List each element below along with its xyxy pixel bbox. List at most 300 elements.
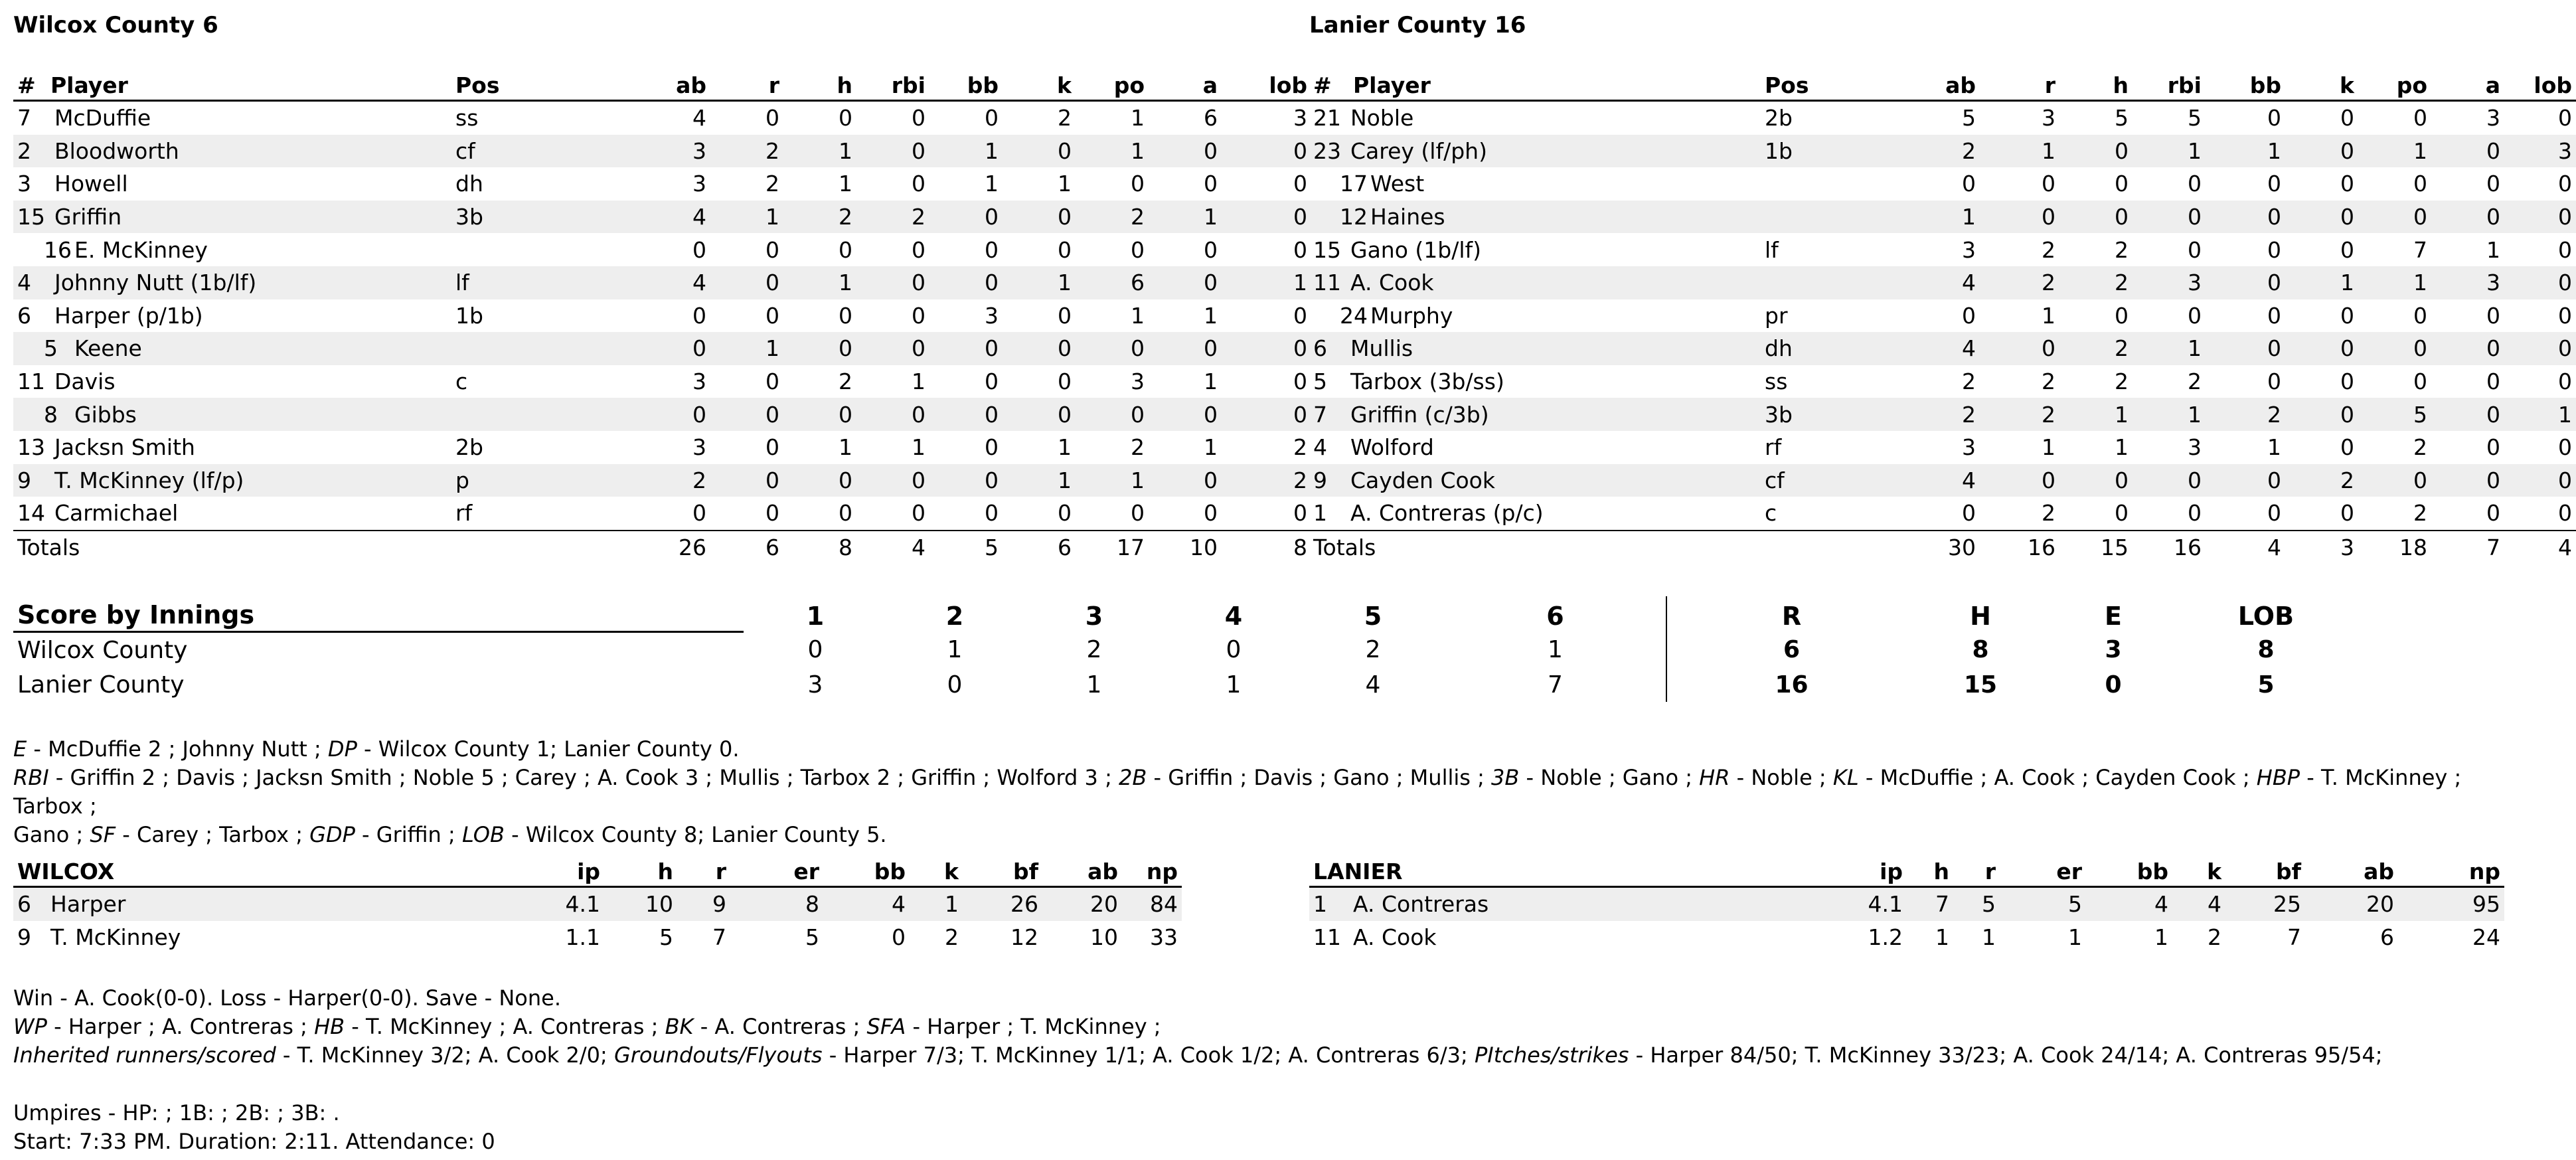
notes-line-1	[13, 735, 2536, 764]
stat-rbi: 0	[2188, 171, 2202, 197]
pitching-team-title: LANIER	[1309, 851, 1854, 887]
inning-header-2: 2	[945, 601, 964, 631]
stat-bb: 0	[929, 332, 1003, 365]
stat-ab: 3	[1962, 236, 1976, 263]
player-row	[13, 233, 1311, 266]
hb-label: HB	[314, 1014, 345, 1039]
stat-bb: 0	[2267, 236, 2281, 263]
stat-ab: 4	[544, 266, 710, 299]
stat-h: 0	[2059, 201, 2133, 234]
player-name: Howell	[54, 171, 128, 197]
stat-h: 0	[783, 332, 856, 365]
pitching-stat-bf: 7	[2287, 924, 2302, 950]
pitching-stat-h: 5	[659, 924, 673, 950]
linescore-team-row	[13, 667, 2350, 702]
player-name: Harper (p/1b)	[54, 302, 203, 329]
pitching-stat-np: 24	[2472, 924, 2501, 950]
stat-a: 0	[1149, 135, 1222, 168]
stat-rbi: 0	[912, 302, 926, 329]
stat-po: 1	[1131, 105, 1145, 131]
sf-label: SF	[90, 822, 116, 847]
inning-header-4: 4	[1224, 601, 1243, 631]
pitching-header-h: h	[604, 851, 677, 887]
stat-h: 0	[839, 105, 852, 131]
player-cell	[13, 431, 451, 464]
stat-k: 0	[2340, 236, 2354, 263]
player-row	[13, 431, 1311, 464]
away-totals-row	[13, 531, 1311, 564]
stat-a: 1	[1149, 201, 1222, 234]
stat-bb: 0	[929, 266, 1003, 299]
player-position: dh	[1761, 332, 1860, 365]
player-cell	[1309, 167, 1761, 201]
stat-h: 0	[2115, 500, 2129, 527]
stat-bb: 2	[2206, 398, 2285, 431]
player-row	[1309, 233, 2576, 266]
stat-ab: 4	[1860, 464, 1980, 497]
player-number: 4	[1313, 434, 1327, 461]
stat-h: 1	[2115, 434, 2129, 461]
inning-header-6: 6	[1546, 601, 1564, 631]
team-total-e: 0	[2105, 671, 2122, 699]
player-cell	[1309, 299, 1761, 333]
stat-lob: 0	[2504, 266, 2576, 299]
hr-label: HR	[1699, 765, 1730, 790]
player-number: 11	[17, 369, 45, 395]
column-header-k: k	[2285, 65, 2358, 101]
player-position	[451, 332, 544, 365]
ps-label: PItches/strikes	[1474, 1042, 1629, 1068]
pitching-stat-k: 1	[910, 887, 963, 921]
player-row	[13, 201, 1311, 234]
player-cell	[13, 233, 451, 266]
player-row	[13, 299, 1311, 333]
stat-h: 0	[783, 398, 856, 431]
player-number: 6	[17, 302, 31, 329]
linescore-rows	[13, 632, 2350, 703]
stat-lob: 0	[2558, 500, 2572, 527]
stat-po: 0	[2358, 332, 2431, 365]
player-position: p	[451, 464, 544, 497]
inning-runs: 1	[1548, 635, 1563, 663]
stat-a: 0	[2486, 302, 2500, 329]
home-team-title	[1309, 12, 1526, 39]
player-number: 23	[1313, 137, 1341, 164]
pitcher-number: 9	[17, 924, 31, 950]
stat-h: 2	[839, 369, 852, 395]
stat-a: 0	[2431, 398, 2504, 431]
stat-rbi: 0	[856, 398, 929, 431]
e-text: - McDuffie 2 ; Johnny Nutt ;	[27, 736, 328, 762]
column-header-pos: Pos	[451, 65, 544, 101]
stat-lob: 3	[2504, 135, 2576, 168]
stat-po: 0	[2413, 171, 2427, 197]
stat-lob: 0	[2504, 201, 2576, 234]
stat-lob: 1	[1222, 266, 1311, 299]
team-total-r: 6	[1666, 632, 1912, 668]
stat-rbi: 1	[912, 434, 926, 461]
stat-rbi: 0	[2188, 236, 2202, 263]
player-row	[13, 135, 1311, 168]
column-header-po: po	[1076, 65, 1149, 101]
stat-ab: 0	[1962, 500, 1976, 527]
total-rbi: 16	[2133, 531, 2206, 564]
total-header-h: H	[1970, 601, 1991, 631]
stat-lob: 0	[1222, 135, 1311, 168]
stat-r: 1	[2042, 434, 2055, 461]
stat-h: 2	[2115, 236, 2129, 263]
player-cell	[1309, 431, 1761, 464]
stat-h: 1	[2059, 398, 2133, 431]
stat-k: 0	[1003, 332, 1076, 365]
inning-runs: 2	[1086, 635, 1102, 663]
stat-rbi: 3	[2188, 434, 2202, 461]
notes-line3-start: Gano ;	[13, 822, 90, 847]
stat-r: 2	[2042, 369, 2055, 395]
column-header-h: h	[783, 65, 856, 101]
pitching-stat-ab: 10	[1090, 924, 1118, 950]
player-cell	[1309, 266, 1761, 299]
stat-po: 2	[1131, 434, 1145, 461]
stat-rbi: 0	[856, 464, 929, 497]
stat-k: 1	[1003, 464, 1076, 497]
player-number: 7	[17, 105, 31, 131]
rbi-text: - Griffin 2 ; Davis ; Jacksn Smith ; Noble 5 ; Carey ; A. Cook 3 ; Mullis ; Tarbox 2 ; Griffin ; Wolford 3 ;	[48, 765, 1119, 790]
stat-ab: 0	[692, 236, 706, 263]
total-r: 16	[1980, 531, 2059, 564]
stat-a: 3	[2431, 266, 2504, 299]
away-pitching-rows	[13, 887, 1182, 954]
player-cell	[13, 497, 451, 531]
player-name: West	[1370, 171, 1425, 197]
stat-r: 0	[765, 236, 779, 263]
stat-k: 0	[2340, 105, 2354, 131]
stat-a: 0	[1149, 398, 1222, 431]
triples-label: 3B	[1491, 765, 1520, 790]
stat-r: 0	[765, 434, 779, 461]
home-pitching-header	[1309, 851, 2504, 887]
stat-bb: 1	[985, 171, 999, 197]
pitching-stat-np: 33	[1150, 924, 1178, 950]
pitching-stat-er: 5	[805, 924, 819, 950]
stat-a: 0	[2431, 135, 2504, 168]
player-number: 4	[17, 270, 31, 296]
pitching-header-np: np	[1122, 851, 1182, 887]
inning-runs: 0	[807, 635, 823, 663]
stat-h: 1	[783, 266, 856, 299]
stat-po: 1	[1076, 464, 1149, 497]
pitching-stat-ab: 20	[2305, 887, 2398, 921]
wp-text: - Harper ; A. Contreras ;	[46, 1014, 315, 1039]
stat-lob: 0	[2558, 302, 2572, 329]
player-cell	[13, 398, 451, 431]
stat-r: 1	[2042, 302, 2055, 329]
stat-ab: 4	[1860, 266, 1980, 299]
dp-label: DP	[327, 736, 357, 762]
stat-h: 5	[2115, 105, 2129, 131]
stat-bb: 0	[2267, 302, 2281, 329]
pitching-header-bb: bb	[2086, 851, 2172, 887]
ir-label: Inherited runners/scored	[13, 1042, 276, 1068]
stat-k: 0	[1003, 398, 1076, 431]
inning-runs: 7	[1548, 671, 1563, 699]
pitching-stat-bf: 26	[963, 887, 1042, 921]
stat-ab: 5	[1962, 105, 1976, 131]
player-name: Tarbox (3b/ss)	[1350, 369, 1504, 395]
pitcher-number: 6	[13, 887, 46, 921]
stat-bb: 0	[929, 464, 1003, 497]
stat-lob: 2	[1222, 464, 1311, 497]
stat-ab: 3	[692, 171, 706, 197]
player-position: 2b	[455, 434, 483, 461]
stat-bb: 1	[2267, 434, 2281, 461]
pitching-stat-bb: 4	[2086, 887, 2172, 921]
stat-k: 1	[1058, 434, 1072, 461]
stat-lob: 0	[1293, 500, 1307, 527]
column-header-ab: ab	[544, 65, 710, 101]
player-row	[1309, 101, 2576, 135]
total-h: 15	[2059, 531, 2133, 564]
away-pitching-header	[13, 851, 1182, 887]
pitching-header-er: er	[2000, 851, 2086, 887]
stat-k: 0	[2340, 302, 2354, 329]
total-lob: 4	[2504, 531, 2576, 564]
stat-ab: 0	[544, 398, 710, 431]
stat-a: 0	[2486, 434, 2500, 461]
pitching-stat-er: 8	[730, 887, 823, 921]
column-header-lob: lob	[2504, 65, 2576, 101]
pitching-stat-r: 1	[1982, 924, 1996, 950]
column-header-lob: lob	[1222, 65, 1311, 101]
total-po: 18	[2358, 531, 2431, 564]
stat-k: 0	[1058, 302, 1072, 329]
stat-h: 2	[2115, 369, 2129, 395]
stat-ab: 2	[1860, 135, 1980, 168]
pitcher-number: 11	[1313, 924, 1341, 950]
player-name: Griffin (c/3b)	[1350, 401, 1489, 428]
column-header-r: r	[710, 65, 783, 101]
stat-rbi: 2	[2188, 369, 2202, 395]
linescore-team-name: Lanier County	[17, 671, 185, 699]
stat-lob: 0	[1293, 302, 1307, 329]
pitching-stat-h: 1	[1935, 924, 1950, 950]
player-row	[13, 365, 1311, 398]
stat-r: 1	[710, 332, 783, 365]
stat-lob: 1	[2504, 398, 2576, 431]
column-header-player: Player	[1349, 65, 1761, 101]
pitching-stat-ip: 1.1	[565, 924, 600, 950]
go-text: - Harper 7/3; T. McKinney 1/1; A. Cook 1/2; A. Contreras 6/3;	[822, 1042, 1475, 1068]
stat-lob: 0	[1293, 236, 1307, 263]
pitching-header-er: er	[730, 851, 823, 887]
stat-po: 0	[1131, 236, 1145, 263]
stat-lob: 0	[1222, 332, 1311, 365]
player-position	[1761, 201, 1860, 234]
player-position: ss	[455, 105, 479, 131]
away-rows	[13, 101, 1311, 531]
hbp-label: HBP	[2256, 765, 2300, 790]
stat-po: 0	[1076, 332, 1149, 365]
stat-h: 2	[2059, 266, 2133, 299]
away-batting-table	[13, 65, 1311, 564]
kl-label: KL	[1832, 765, 1859, 790]
stat-bb: 3	[985, 302, 999, 329]
stat-rbi: 0	[856, 135, 929, 168]
total-a: 10	[1149, 531, 1222, 564]
player-cell	[13, 101, 451, 135]
pitching-stat-np: 95	[2398, 887, 2504, 921]
stat-r: 0	[1980, 464, 2059, 497]
pitching-header-ab: ab	[1042, 851, 1122, 887]
stat-a: 0	[1204, 500, 1218, 527]
player-position: cf	[451, 135, 544, 168]
pitching-stat-er: 1	[2068, 924, 2083, 950]
player-name: Mullis	[1350, 335, 1413, 362]
stat-bb: 0	[985, 369, 999, 395]
pitching-stat-bf: 25	[2225, 887, 2305, 921]
pitching-header-bf: bf	[963, 851, 1042, 887]
dp-text: - Wilcox County 1; Lanier County 0.	[357, 736, 740, 762]
stat-a: 0	[2486, 369, 2500, 395]
pitching-header-ip: ip	[524, 851, 604, 887]
stat-ab: 3	[692, 434, 706, 461]
pitching-header-r: r	[677, 851, 730, 887]
stat-lob: 0	[1222, 201, 1311, 234]
stat-h: 0	[783, 464, 856, 497]
player-position: rf	[455, 500, 473, 527]
player-position: 2b	[1765, 105, 1793, 131]
stat-ab: 4	[1860, 332, 1980, 365]
stat-lob: 0	[2558, 171, 2572, 197]
ir-text: - T. McKinney 3/2; A. Cook 2/0;	[276, 1042, 614, 1068]
stat-rbi: 0	[912, 105, 926, 131]
stat-bb: 0	[985, 105, 999, 131]
column-header-number: #	[1309, 65, 1349, 101]
stat-a: 0	[2431, 332, 2504, 365]
ps-text: - Harper 84/50; T. McKinney 33/23; A. Cook 24/14; A. Contreras 95/54;	[1629, 1042, 2383, 1068]
home-header-row	[1309, 65, 2576, 101]
stat-bb: 1	[929, 135, 1003, 168]
player-row	[1309, 167, 2576, 201]
gdp-text: - Griffin ;	[355, 822, 462, 847]
stat-a: 0	[1149, 332, 1222, 365]
player-position: c	[1765, 500, 1777, 527]
stat-rbi: 1	[2133, 398, 2206, 431]
player-position: rf	[1765, 434, 1782, 461]
player-row	[13, 398, 1311, 431]
pitching-stat-np: 84	[1122, 887, 1182, 921]
stat-a: 6	[1204, 105, 1218, 131]
player-number: 3	[17, 171, 31, 197]
stat-a: 1	[1204, 434, 1218, 461]
bk-label: BK	[665, 1014, 694, 1039]
player-cell	[13, 135, 451, 168]
total-po: 17	[1076, 531, 1149, 564]
stat-po: 0	[1076, 398, 1149, 431]
inning-runs: 0	[1226, 635, 1242, 663]
stat-lob: 0	[1293, 369, 1307, 395]
player-name: Johnny Nutt (1b/lf)	[54, 270, 257, 296]
pitcher-name: T. McKinney	[50, 924, 181, 950]
player-row	[1309, 398, 2576, 431]
total-header-e: E	[2105, 601, 2122, 631]
pitching-stat-h: 7	[1907, 887, 1953, 921]
stat-rbi: 0	[856, 332, 929, 365]
player-cell	[1309, 365, 1761, 398]
start-line: Start: 7:33 PM. Duration: 2:11. Attendance: 0	[13, 1129, 495, 1154]
batting-notes	[13, 735, 2536, 849]
stat-r: 0	[2042, 171, 2055, 197]
player-position: 1b	[455, 302, 483, 329]
stat-k: 0	[2285, 332, 2358, 365]
inning-runs: 3	[807, 671, 823, 699]
pitching-stat-r: 9	[677, 887, 730, 921]
player-row	[1309, 135, 2576, 168]
total-ab: 30	[1860, 531, 1980, 564]
stat-bb: 0	[985, 434, 999, 461]
inning-runs: 1	[1226, 671, 1242, 699]
stat-a: 0	[2431, 201, 2504, 234]
player-number: 8	[44, 401, 58, 428]
column-header-r: r	[1980, 65, 2059, 101]
away-header-row	[13, 65, 1311, 101]
column-header-h: h	[2059, 65, 2133, 101]
sfa-text: - Harper ; T. McKinney ;	[906, 1014, 1161, 1039]
stat-r: 0	[765, 500, 779, 527]
stat-po: 0	[2358, 201, 2431, 234]
pitching-stat-er: 5	[2000, 887, 2086, 921]
player-name: Bloodworth	[54, 137, 179, 164]
stat-ab: 4	[692, 105, 706, 131]
pitching-header-ab: ab	[2305, 851, 2398, 887]
stat-ab: 0	[1962, 171, 1976, 197]
player-name: Griffin	[54, 204, 122, 230]
column-header-a: a	[1149, 65, 1222, 101]
player-name: Noble	[1350, 105, 1414, 131]
player-row	[13, 167, 1311, 201]
gdp-label: GDP	[309, 822, 355, 847]
player-position: 1b	[1761, 135, 1860, 168]
team-total-lob: 5	[2257, 671, 2275, 699]
stat-a: 0	[1204, 171, 1218, 197]
total-rbi: 4	[856, 531, 929, 564]
player-position: ss	[1765, 369, 1788, 395]
player-position: 3b	[451, 201, 544, 234]
hbp-text: - T. McKinney ; Tarbox ;	[13, 765, 2462, 819]
decision-line: Win - A. Cook(0-0). Loss - Harper(0-0). Save - None.	[13, 985, 562, 1011]
stat-rbi: 1	[2133, 135, 2206, 168]
stat-r: 2	[2042, 236, 2055, 263]
stat-r: 0	[765, 302, 779, 329]
player-number: 16	[44, 236, 72, 263]
player-row	[1309, 497, 2576, 531]
inning-header-3: 3	[1085, 601, 1103, 631]
player-cell	[1309, 332, 1761, 365]
stat-r: 0	[765, 369, 779, 395]
player-name: Carmichael	[54, 500, 179, 527]
stat-k: 0	[1058, 500, 1072, 527]
pitching-stat-bb: 1	[2154, 924, 2169, 950]
lob-label: LOB	[461, 822, 505, 847]
stat-r: 0	[710, 398, 783, 431]
stat-lob: 0	[1293, 171, 1307, 197]
stat-r: 2	[1980, 266, 2059, 299]
stat-rbi: 0	[912, 236, 926, 263]
stat-lob: 0	[1222, 398, 1311, 431]
stat-lob: 2	[1293, 434, 1307, 461]
lob-text: - Wilcox County 8; Lanier County 5.	[504, 822, 887, 847]
pitching-team-title: WILCOX	[13, 851, 524, 887]
